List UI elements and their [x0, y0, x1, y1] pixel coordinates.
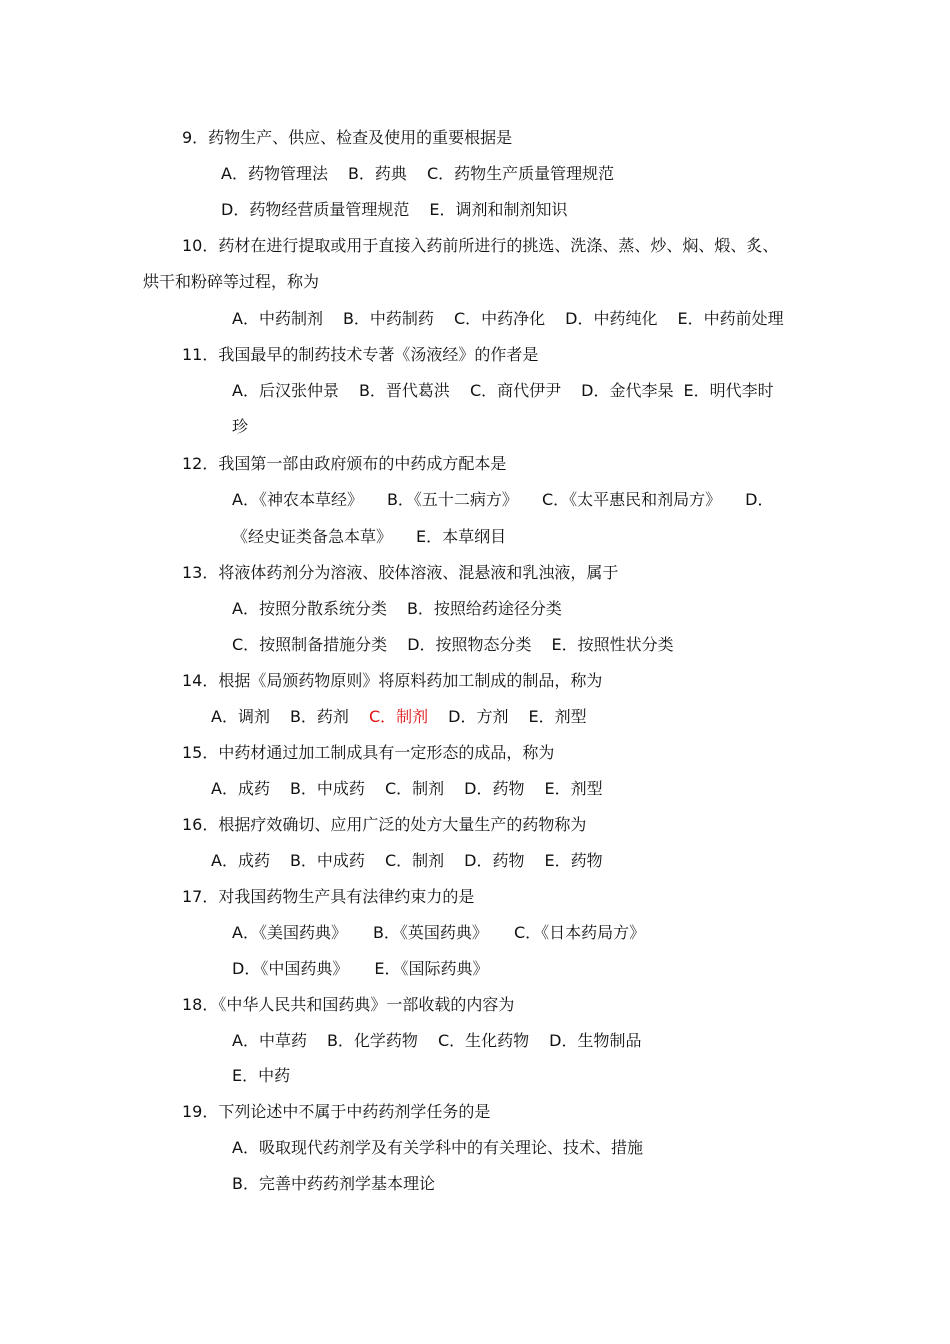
option-row-continuation: 珍 — [232, 417, 249, 436]
question-stem: 11．我国最早的制药技术专著《汤液经》的作者是 — [182, 345, 539, 364]
question-stem: 9．药物生产、供应、检查及使用的重要根据是 — [182, 128, 513, 147]
option: A．《美国药典》 — [232, 923, 347, 942]
option: A．《神农本草经》 — [232, 490, 363, 509]
option: E．药物 — [544, 851, 603, 870]
option: E．剂型 — [544, 779, 603, 798]
question-stem: 18．《中华人民共和国药典》一部收载的内容为 — [182, 995, 515, 1014]
option: B．晋代葛洪 — [358, 381, 450, 400]
option: B．中成药 — [289, 851, 365, 870]
option-row — [232, 635, 674, 655]
option: B．按照给药途径分类 — [406, 599, 562, 618]
option: 《经史证类备急本草》 — [232, 527, 393, 546]
option-row — [232, 490, 773, 510]
option-row — [211, 707, 587, 727]
option: B．《五十二病方》 — [386, 490, 518, 509]
option-highlighted: C．制剂 — [368, 707, 429, 726]
option: D．方剂 — [448, 707, 509, 726]
question-stem-continuation: 烘干和粉碎等过程，称为 — [143, 272, 320, 291]
option: A．调剂 — [211, 707, 270, 726]
option: E．调剂和制剂知识 — [429, 200, 568, 219]
option-row — [221, 164, 614, 184]
option: D．药物 — [464, 851, 525, 870]
question-stem: 16．根据疗效确切、应用广泛的处方大量生产的药物称为 — [182, 815, 587, 834]
option: A．中草药 — [232, 1031, 307, 1050]
option-row — [232, 1031, 641, 1051]
option-row: B．完善中药药剂学基本理论 — [232, 1174, 435, 1193]
option-row — [232, 923, 645, 943]
question-stem: 14．根据《局颁药物原则》将原料药加工制成的制品，称为 — [182, 671, 603, 690]
option: E．中药前处理 — [677, 309, 784, 328]
option: D．药物经营质量管理规范 — [221, 200, 410, 219]
option: C．制剂 — [384, 779, 445, 798]
option: B．药剂 — [289, 707, 349, 726]
question-stem: 12．我国第一部由政府颁布的中药成方配本是 — [182, 454, 507, 473]
option: C．中药净化 — [453, 309, 546, 328]
question-stem: 10．药材在进行提取或用于直接入药前所进行的挑选、洗涤、蒸、炒、焖、煅、炙、 — [182, 236, 779, 255]
option-row — [232, 959, 488, 979]
option-row — [232, 381, 774, 401]
option: D． — [745, 490, 774, 509]
option: A．药物管理法 — [221, 164, 328, 183]
option: E．剂型 — [528, 707, 587, 726]
option: C．按照制备措施分类 — [232, 635, 388, 654]
option: C．《日本药局方》 — [513, 923, 646, 942]
option: E．按照性状分类 — [551, 635, 674, 654]
option: C．生化药物 — [437, 1031, 530, 1050]
option: B．中药制药 — [342, 309, 434, 328]
option: A．成药 — [211, 851, 270, 870]
option: A．中药制剂 — [232, 309, 323, 328]
option: C．药物生产质量管理规范 — [426, 164, 615, 183]
option-row — [232, 599, 562, 619]
option: D．《中国药典》 — [232, 959, 349, 978]
option-row — [232, 527, 506, 547]
option: D．中药纯化 — [565, 309, 658, 328]
option-row — [211, 851, 603, 871]
question-stem: 13．将液体药剂分为溶液、胶体溶液、混悬液和乳浊液，属于 — [182, 563, 619, 582]
option: A．按照分散系统分类 — [232, 599, 387, 618]
option: B．中成药 — [289, 779, 365, 798]
option: C．商代伊尹 — [469, 381, 562, 400]
option: B．药典 — [347, 164, 407, 183]
option: D．金代李杲 — [581, 381, 674, 400]
option: A．成药 — [211, 779, 270, 798]
option: B．《英国药典》 — [372, 923, 488, 942]
option-row — [232, 309, 784, 329]
option: E．明代李时 — [683, 381, 774, 400]
option: D．按照物态分类 — [407, 635, 532, 654]
option: E．本草纲目 — [416, 527, 507, 546]
option: D．药物 — [464, 779, 525, 798]
option: A．后汉张仲景 — [232, 381, 339, 400]
question-stem: 19．下列论述中不属于中药药剂学任务的是 — [182, 1102, 491, 1121]
question-stem: 17．对我国药物生产具有法律约束力的是 — [182, 887, 475, 906]
option: E．《国际药典》 — [374, 959, 489, 978]
option: C．《太平惠民和剂局方》 — [541, 490, 722, 509]
option: B．化学药物 — [326, 1031, 418, 1050]
option-row — [211, 779, 603, 799]
question-stem: 15．中药材通过加工制成具有一定形态的成品，称为 — [182, 743, 555, 762]
option-row: E．中药 — [232, 1066, 291, 1085]
option-row — [221, 200, 567, 220]
option: C．制剂 — [384, 851, 445, 870]
option: D．生物制品 — [549, 1031, 642, 1050]
option-row: A．吸取现代药剂学及有关学科中的有关理论、技术、措施 — [232, 1138, 643, 1157]
